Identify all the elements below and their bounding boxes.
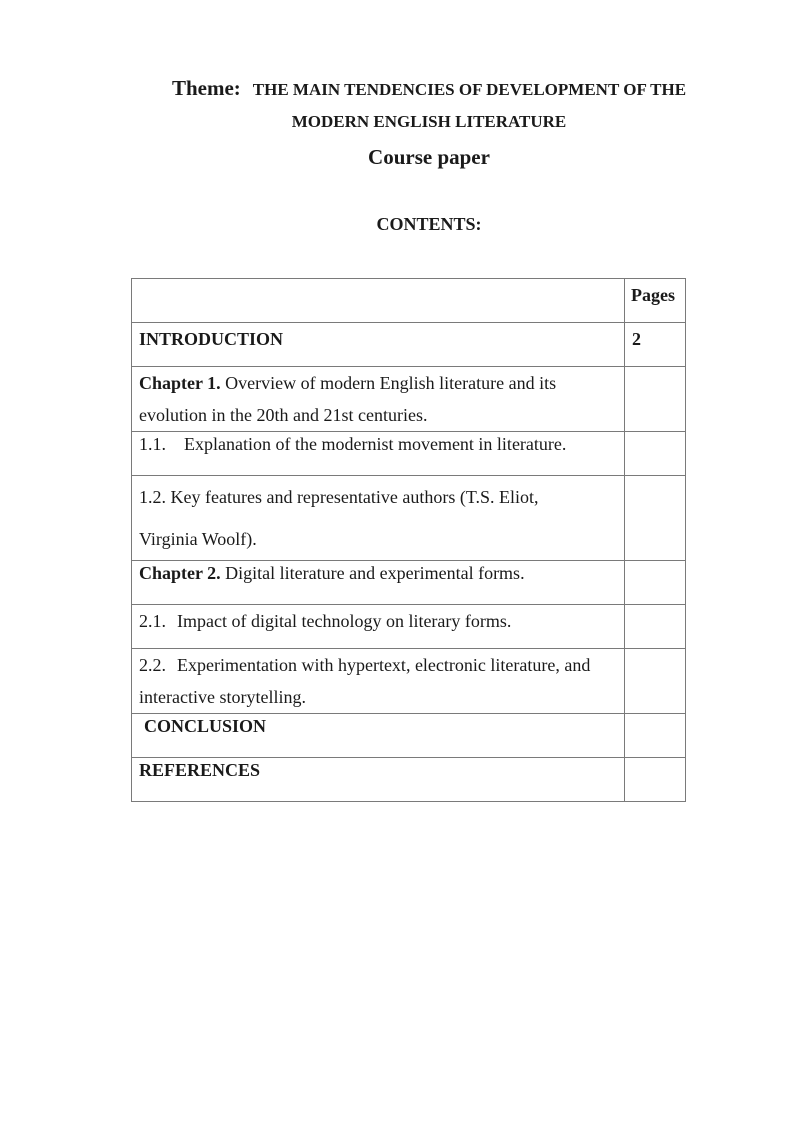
- theme-label: Theme:: [171, 76, 241, 100]
- toc-row-chapter-2: [132, 561, 686, 605]
- toc-row-1-2: [132, 476, 686, 561]
- toc-entry-text: Experimentation with hypertext, electronic literature, and: [177, 655, 591, 675]
- toc-chapter-label: Chapter 1.: [139, 373, 221, 393]
- toc-row-introduction: [132, 323, 686, 367]
- pages-header: Pages: [625, 279, 686, 323]
- toc-entry-text-continued: Virginia Woolf).: [139, 529, 257, 549]
- toc-entry-text-continued: evolution in the 20th and 21st centuries.: [139, 405, 428, 425]
- toc-entry: [132, 561, 625, 605]
- theme-title-line1: THE MAIN TENDENCIES OF DEVELOPMENT OF THE: [252, 80, 687, 99]
- toc-entry-text: 1.2. Key features and representative authors (T.S. Eliot,: [139, 487, 539, 507]
- toc-entry-text-continued: interactive storytelling.: [139, 687, 306, 707]
- toc-row-references: [132, 758, 686, 802]
- theme-title-line2: MODERN ENGLISH LITERATURE: [291, 112, 567, 131]
- toc-entry-label: INTRODUCTION: [132, 323, 625, 367]
- toc-page-number: [625, 476, 686, 561]
- toc-entry-label: REFERENCES: [132, 758, 625, 802]
- toc-entry-text: Explanation of the modernist movement in literature.: [184, 434, 567, 454]
- toc-page-number: [625, 561, 686, 605]
- theme-line: [0, 76, 800, 101]
- toc-page-number: [625, 714, 686, 758]
- toc-row-chapter-1: [132, 367, 686, 432]
- toc-entry-text: Digital literature and experimental forms.: [220, 563, 525, 583]
- table-header-blank-cell: [132, 279, 625, 323]
- course-paper-label: Course paper: [368, 145, 490, 169]
- toc-page-number: [625, 367, 686, 432]
- toc-page-number: [625, 758, 686, 802]
- toc-section-number: 1.1.: [139, 434, 166, 454]
- toc-section-number: 2.1.: [139, 611, 166, 631]
- toc-entry: [132, 432, 625, 476]
- toc-entry-text: Overview of modern English literature and its: [220, 373, 557, 393]
- toc-entry: [132, 367, 625, 432]
- toc-entry-text: Impact of digital technology on literary forms.: [177, 611, 512, 631]
- toc-page-number: 2: [625, 323, 686, 367]
- toc-row-conclusion: [132, 714, 686, 758]
- toc-entry: [132, 476, 625, 561]
- contents-table: [131, 278, 686, 802]
- toc-entry-label: CONCLUSION: [132, 714, 625, 758]
- toc-row-1-1: [132, 432, 686, 476]
- contents-heading: CONTENTS:: [376, 214, 482, 234]
- toc-row-2-2: [132, 649, 686, 714]
- toc-row-2-1: [132, 605, 686, 649]
- toc-entry: [132, 649, 625, 714]
- toc-page-number: [625, 605, 686, 649]
- toc-chapter-label: Chapter 2.: [139, 563, 221, 583]
- toc-section-number: 2.2.: [139, 655, 166, 675]
- toc-entry: [132, 605, 625, 649]
- table-header-row: [132, 279, 686, 323]
- toc-page-number: [625, 649, 686, 714]
- toc-page-number: [625, 432, 686, 476]
